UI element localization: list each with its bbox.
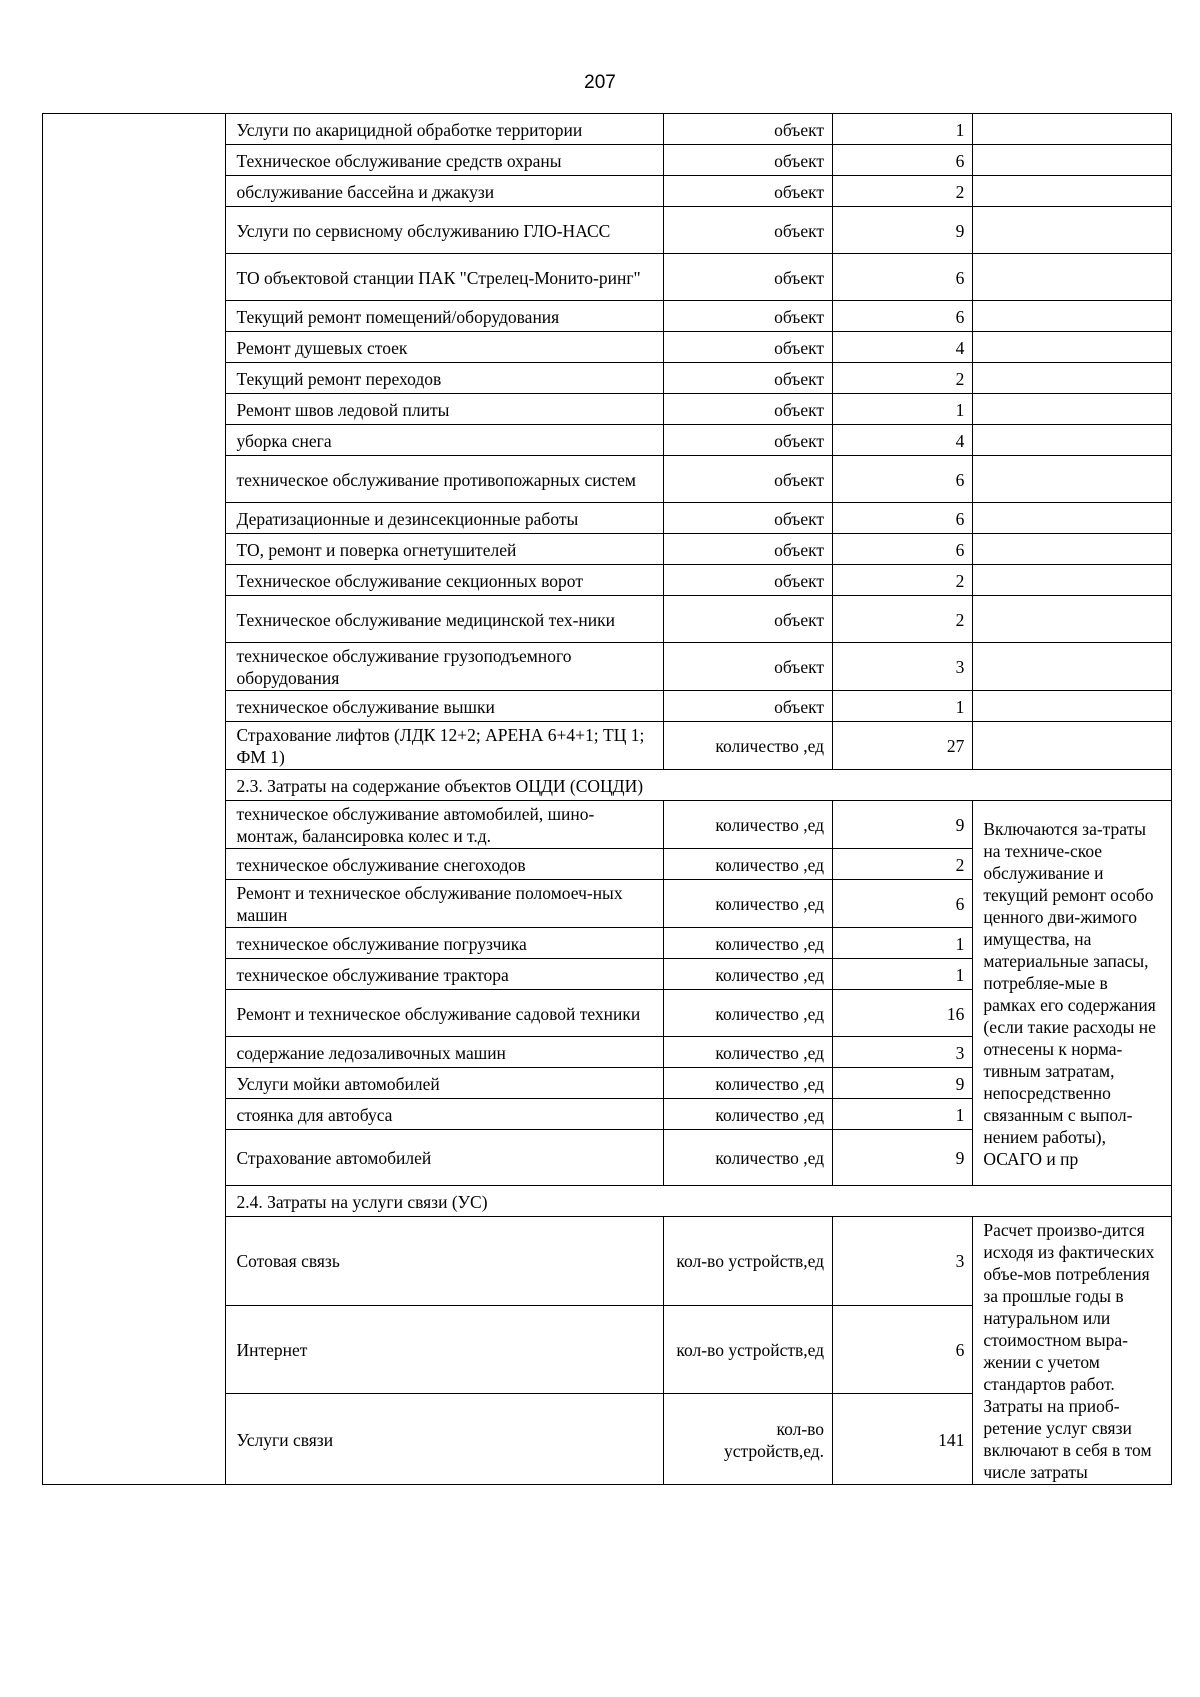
section-title: 2.3. Затраты на содержание объектов ОЦДИ (СОЦДИ) — [226, 770, 1172, 801]
row-unit: объект — [663, 254, 832, 301]
row-quantity: 9 — [833, 1130, 973, 1186]
section-note-2-4: Расчет произво-дится исходя из фактических объе-мов потребления за прошлые годы в натуральном или стоимостном выра-жении с учетом стандартов работ. Затраты на приоб-ретение услуг связи включают в себя в том числе затраты — [973, 1217, 1172, 1485]
row-unit: количество ,ед — [663, 1130, 832, 1186]
row-unit: объект — [663, 176, 832, 207]
row-name: техническое обслуживание автомобилей, шино-монтаж, балансировка колес и т.д. — [226, 801, 663, 849]
row-unit: кол-во устройств,ед. — [663, 1394, 832, 1485]
row-name: содержание ледозаливочных машин — [226, 1037, 663, 1068]
row-quantity: 6 — [833, 534, 973, 565]
row-name: уборка снега — [226, 425, 663, 456]
row-quantity: 6 — [833, 145, 973, 176]
row-note — [973, 394, 1172, 425]
row-quantity: 3 — [833, 1037, 973, 1068]
row-name: обслуживание бассейна и джакузи — [226, 176, 663, 207]
row-name: Ремонт и техническое обслуживание садовой техники — [226, 990, 663, 1037]
row-name: техническое обслуживание трактора — [226, 959, 663, 990]
row-note — [973, 643, 1172, 691]
row-name: Техническое обслуживание секционных ворот — [226, 565, 663, 596]
row-note — [973, 114, 1172, 145]
row-quantity: 6 — [833, 301, 973, 332]
row-name: Текущий ремонт переходов — [226, 363, 663, 394]
row-quantity: 2 — [833, 849, 973, 880]
row-name: техническое обслуживание противопожарных систем — [226, 456, 663, 503]
left-blank-column — [43, 114, 226, 1485]
row-quantity: 6 — [833, 456, 973, 503]
row-quantity: 1 — [833, 114, 973, 145]
row-name: техническое обслуживание снегоходов — [226, 849, 663, 880]
row-unit: количество ,ед — [663, 801, 832, 849]
row-quantity: 4 — [833, 425, 973, 456]
row-note — [973, 456, 1172, 503]
row-name: Страхование автомобилей — [226, 1130, 663, 1186]
row-quantity: 1 — [833, 1099, 973, 1130]
row-quantity: 3 — [833, 643, 973, 691]
row-unit: количество ,ед — [663, 1099, 832, 1130]
row-unit: объект — [663, 145, 832, 176]
page-number: 207 — [584, 72, 616, 93]
row-unit: объект — [663, 114, 832, 145]
row-unit: кол-во устройств,ед — [663, 1217, 832, 1306]
row-note — [973, 332, 1172, 363]
row-note — [973, 722, 1172, 770]
row-note — [973, 503, 1172, 534]
row-note — [973, 363, 1172, 394]
row-unit: объект — [663, 332, 832, 363]
row-name: Страхование лифтов (ЛДК 12+2; АРЕНА 6+4+1; ТЦ 1; ФМ 1) — [226, 722, 663, 770]
row-name: Интернет — [226, 1305, 663, 1394]
row-note — [973, 596, 1172, 643]
row-unit: количество ,ед — [663, 959, 832, 990]
row-unit: объект — [663, 207, 832, 254]
row-quantity: 1 — [833, 691, 973, 722]
row-unit: объект — [663, 425, 832, 456]
cost-table — [42, 113, 1172, 1485]
row-unit: объект — [663, 301, 832, 332]
row-unit: количество ,ед — [663, 1068, 832, 1099]
row-quantity: 6 — [833, 503, 973, 534]
row-note — [973, 207, 1172, 254]
row-unit: количество ,ед — [663, 990, 832, 1037]
row-quantity: 6 — [833, 254, 973, 301]
row-unit: количество ,ед — [663, 849, 832, 880]
row-quantity: 2 — [833, 565, 973, 596]
row-quantity: 16 — [833, 990, 973, 1037]
row-name: Ремонт и техническое обслуживание поломоеч-ных машин — [226, 880, 663, 928]
row-name: Текущий ремонт помещений/оборудования — [226, 301, 663, 332]
row-quantity: 2 — [833, 596, 973, 643]
row-unit: объект — [663, 394, 832, 425]
row-note — [973, 691, 1172, 722]
section-note-2-3: Включаются за-траты на техниче-ское обслуживание и текущий ремонт особо ценного дви-жимого имущества, на материальные запасы, потребляе-мые в рамках его содержания (если такие расходы не отнесены к норма-тивным затратам, непосредственно связанным с выпол-нением работы), ОСАГО и пр — [973, 801, 1172, 1186]
row-note — [973, 534, 1172, 565]
row-quantity: 9 — [833, 801, 973, 849]
row-note — [973, 145, 1172, 176]
row-unit: объект — [663, 691, 832, 722]
row-unit: количество ,ед — [663, 928, 832, 959]
row-quantity: 2 — [833, 176, 973, 207]
row-quantity: 2 — [833, 363, 973, 394]
row-name: Техническое обслуживание медицинской тех-ники — [226, 596, 663, 643]
row-unit: количество ,ед — [663, 722, 832, 770]
row-name: Ремонт швов ледовой плиты — [226, 394, 663, 425]
row-unit: объект — [663, 534, 832, 565]
row-quantity: 6 — [833, 880, 973, 928]
row-unit: количество ,ед — [663, 880, 832, 928]
section-title: 2.4. Затраты на услуги связи (УС) — [226, 1186, 1172, 1217]
row-unit: объект — [663, 363, 832, 394]
row-note — [973, 301, 1172, 332]
row-quantity: 4 — [833, 332, 973, 363]
row-note — [973, 176, 1172, 207]
row-unit: объект — [663, 565, 832, 596]
row-name: техническое обслуживание грузоподъемного оборудования — [226, 643, 663, 691]
row-quantity: 1 — [833, 928, 973, 959]
row-unit: кол-во устройств,ед — [663, 1305, 832, 1394]
row-quantity: 3 — [833, 1217, 973, 1306]
row-name: ТО объектовой станции ПАК "Стрелец-Монито-ринг" — [226, 254, 663, 301]
row-unit: объект — [663, 643, 832, 691]
row-note — [973, 565, 1172, 596]
row-note — [973, 425, 1172, 456]
row-unit: объект — [663, 596, 832, 643]
row-quantity: 9 — [833, 1068, 973, 1099]
row-name: Ремонт душевых стоек — [226, 332, 663, 363]
row-name: техническое обслуживание вышки — [226, 691, 663, 722]
table-row — [43, 114, 1172, 145]
row-quantity: 1 — [833, 394, 973, 425]
row-name: стоянка для автобуса — [226, 1099, 663, 1130]
row-name: Дератизационные и дезинсекционные работы — [226, 503, 663, 534]
row-name: Услуги по сервисному обслуживанию ГЛО-НАСС — [226, 207, 663, 254]
row-name: Услуги связи — [226, 1394, 663, 1485]
row-unit: объект — [663, 503, 832, 534]
row-note — [973, 254, 1172, 301]
row-quantity: 6 — [833, 1305, 973, 1394]
row-quantity: 27 — [833, 722, 973, 770]
row-name: Услуги мойки автомобилей — [226, 1068, 663, 1099]
row-name: ТО, ремонт и поверка огнетушителей — [226, 534, 663, 565]
row-name: техническое обслуживание погрузчика — [226, 928, 663, 959]
row-quantity: 1 — [833, 959, 973, 990]
row-name: Техническое обслуживание средств охраны — [226, 145, 663, 176]
row-quantity: 141 — [833, 1394, 973, 1485]
row-unit: количество ,ед — [663, 1037, 832, 1068]
row-name: Услуги по акарицидной обработке территории — [226, 114, 663, 145]
row-unit: объект — [663, 456, 832, 503]
row-quantity: 9 — [833, 207, 973, 254]
row-name: Сотовая связь — [226, 1217, 663, 1306]
